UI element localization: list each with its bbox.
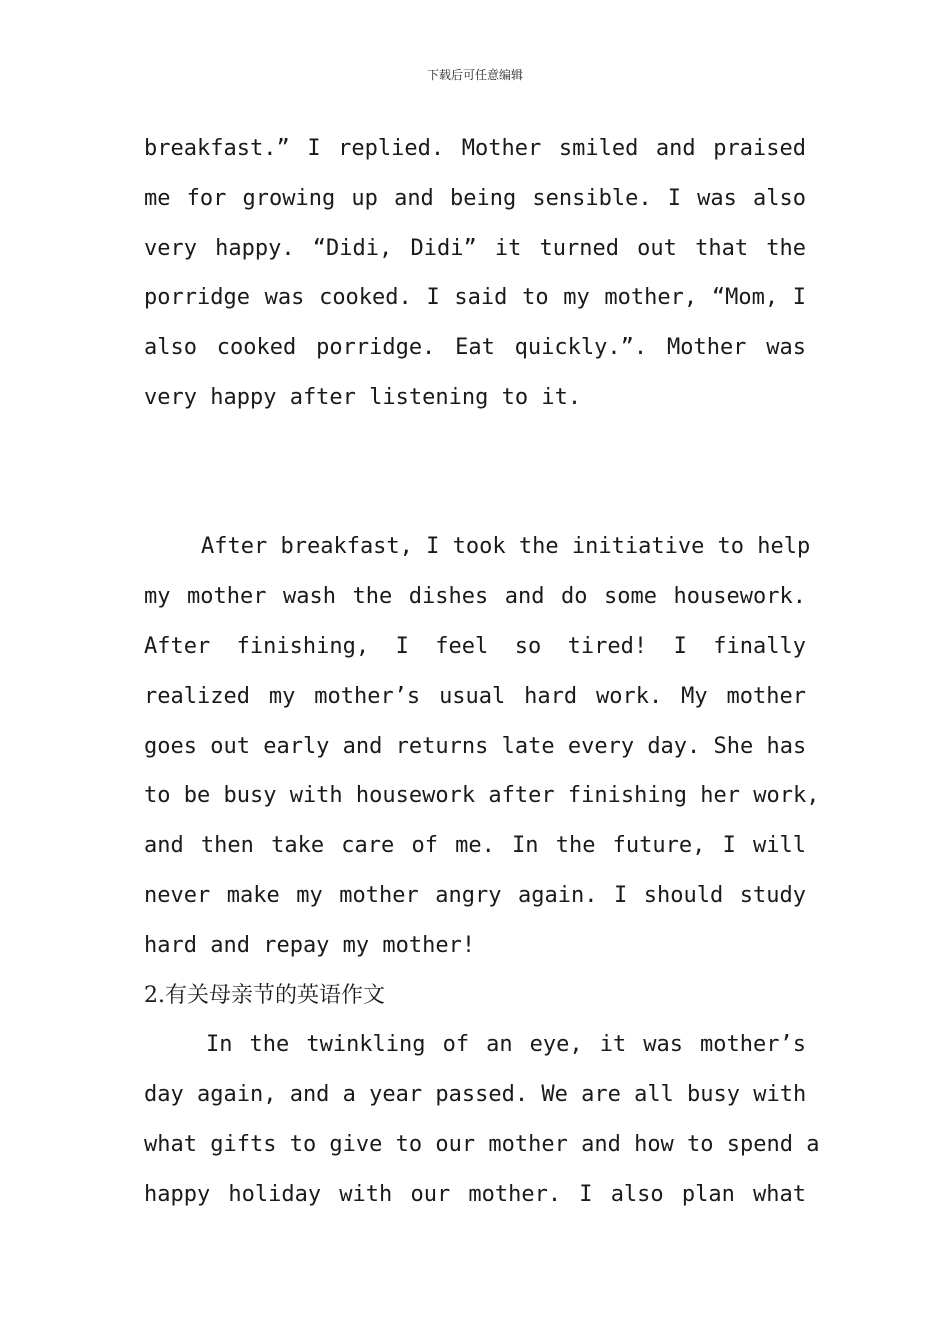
text-line: porridge was cooked. I said to my mother, “Mom, I bbox=[144, 285, 806, 311]
text-line: realized my mother’s usual hard work. My mother bbox=[144, 683, 806, 709]
text-line: and then take care of me. In the future, I will bbox=[144, 833, 806, 859]
blank-line bbox=[144, 423, 806, 473]
text-line: In the twinkling of an eye, it was mother’s bbox=[206, 1032, 806, 1058]
text-line: goes out early and returns late every day. She has bbox=[144, 733, 807, 759]
section-heading: 2.有关母亲节的英语作文 bbox=[144, 982, 385, 1008]
text-line: hard and repay my mother! bbox=[144, 932, 476, 958]
text-line: very happy after listening to it. bbox=[144, 384, 582, 410]
text-line: to be busy with housework after finishing her work, bbox=[144, 783, 820, 809]
page-header-note: 下载后可任意编辑 bbox=[426, 68, 523, 82]
text-line: happy holiday with our mother. I also plan what bbox=[144, 1181, 806, 1207]
text-line: my mother wash the dishes and do some housework. bbox=[144, 584, 806, 610]
text-line: what gifts to give to our mother and how to spend a bbox=[144, 1131, 820, 1157]
blank-line bbox=[144, 473, 806, 523]
paragraph-3 bbox=[144, 1020, 820, 1219]
text-line: After finishing, I feel so tired! I finally bbox=[144, 633, 806, 659]
text-line: very happy. “Didi, Didi” it turned out that the bbox=[144, 235, 806, 261]
text-line: also cooked porridge. Eat quickly.”. Mother was bbox=[144, 335, 806, 361]
paragraph-2 bbox=[144, 522, 820, 970]
text-line: me for growing up and being sensible. I was also bbox=[144, 185, 806, 211]
text-line: day again, and a year passed. We are all busy with bbox=[144, 1082, 807, 1108]
text-line: never make my mother angry again. I should study bbox=[144, 882, 806, 908]
text-line: After breakfast, I took the initiative to help bbox=[201, 534, 811, 560]
document-body bbox=[144, 124, 820, 1220]
paragraph-1 bbox=[144, 124, 806, 423]
text-line: breakfast.” I replied. Mother smiled and praised bbox=[144, 136, 806, 161]
